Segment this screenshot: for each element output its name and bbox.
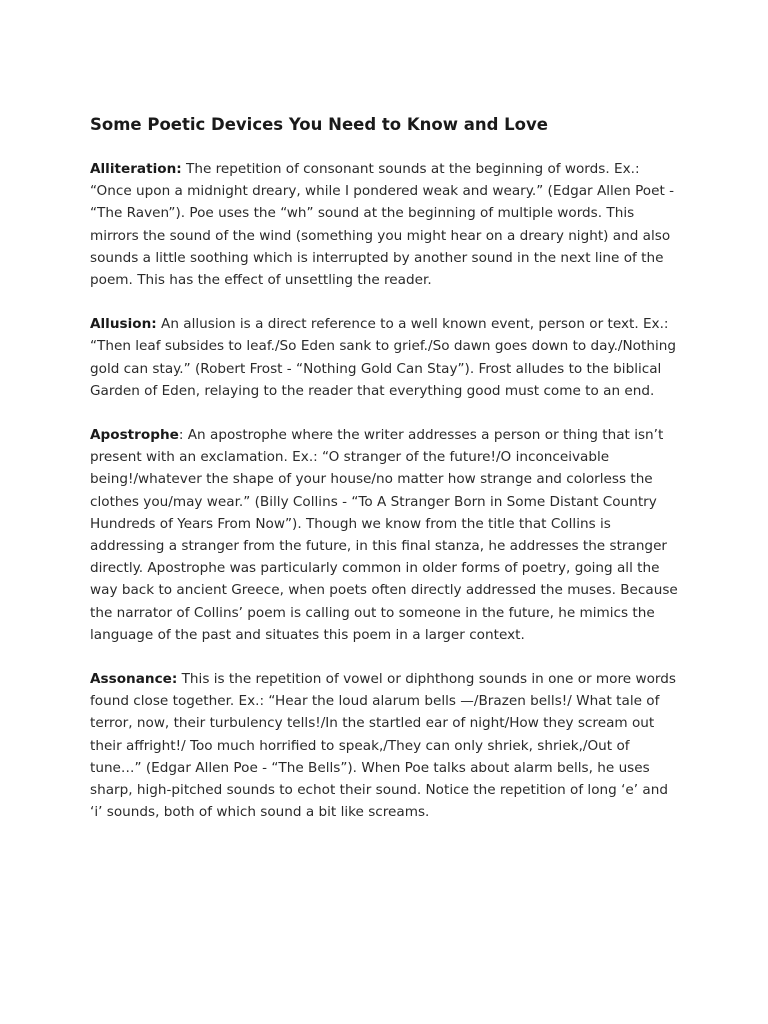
definition-assonance: This is the repetition of vowel or diphthong sounds in one or more words found close together. Ex.: “Hear the loud alarum bells —/Brazen bells!/ What tale of terror, now, their turbulency tells!/In the startled ear of night/How they scream out their affright!/ Too much horrified to speak,/They can only shriek, shriek,/Out of tune…” (Edgar Allen Poe - “The Bells”). When Poe talks about alarm bells, he uses sharp, high-pitched sounds to echot their sound. Notice the repetition of long ‘e’ and ‘i’ sounds, both of which sound a bit like screams. <box>90 671 676 821</box>
entry-alliteration <box>90 158 684 291</box>
entry-apostrophe <box>90 424 684 646</box>
definition-apostrophe: : An apostrophe where the writer addresses a person or thing that isn’t present with an exclamation. Ex.: “O stranger of the future!/O inconceivable being!/whatever the shape of your house/no matter how strange and colorless the clothes you/may wear.” (Billy Collins - “To A Stranger Born in Some Distant Country Hundreds of Years From Now”). Though we know from the title that Collins is addressing a stranger from the future, in this final stanza, he addresses the stranger directly. Apostrophe was particularly common in older forms of poetry, going all the way back to ancient Greece, when poets often directly addressed the muses. Because the narrator of Collins’ poem is calling out to someone in the future, he mimics the language of the past and situates this poem in a larger context. <box>90 427 678 643</box>
entry-assonance <box>90 668 684 823</box>
entry-allusion <box>90 313 684 402</box>
term-assonance: Assonance: <box>90 671 178 688</box>
term-allusion: Allusion: <box>90 316 157 333</box>
page-title: Some Poetic Devices You Need to Know and Love <box>90 115 548 134</box>
document-page <box>90 112 684 845</box>
definition-alliteration: The repetition of consonant sounds at the beginning of words. Ex.: “Once upon a midnight dreary, while I pondered weak and weary.” (Edgar Allen Poet - “The Raven”). Poe uses the “wh” sound at the beginning of multiple words. This mirrors the sound of the wind (something you might hear on a dreary night) and also sounds a little soothing which is interrupted by another sound in the next line of the poem. This has the effect of unsettling the reader. <box>90 161 675 289</box>
definition-allusion: An allusion is a direct reference to a well known event, person or text. Ex.: “Then leaf subsides to leaf./So Eden sank to grief./So dawn goes down to day./Nothing gold can stay.” (Robert Frost - “Nothing Gold Can Stay”). Frost alludes to the biblical Garden of Eden, relaying to the reader that everything good must come to an end. <box>90 316 676 399</box>
term-alliteration: Alliteration: <box>90 161 182 177</box>
term-apostrophe: Apostrophe <box>90 427 179 444</box>
